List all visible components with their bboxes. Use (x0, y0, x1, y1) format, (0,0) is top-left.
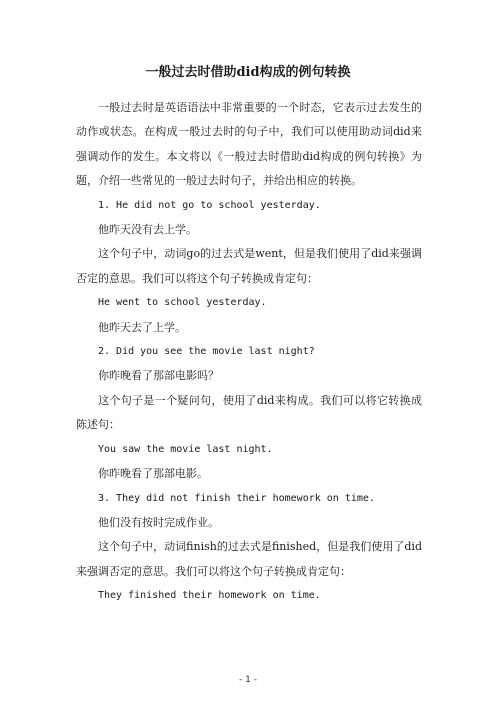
explanation-3: 这个句子中，动词finish的过去式是finished，但是我们使用了did来强调否定的意思。我们可以将这个句子转换成肯定句： (76, 540, 422, 578)
converted-sentence-2: You saw the movie last night. (98, 443, 273, 455)
converted-translation-1: 他昨天去了上学。 (98, 320, 186, 334)
explanation-2: 这个句子是一个疑问句，使用了did来构成。我们可以将它转换成陈述句： (76, 393, 422, 432)
page-number: - 1 - (239, 675, 257, 685)
converted-translation-2: 你昨晚看了那部电影。 (98, 467, 208, 481)
example-sentence-1: 1. He did not go to school yesterday. (98, 199, 321, 211)
converted-sentence-3: They finished their homework on time. (98, 590, 321, 602)
translation-3: 他们没有按时完成作业。 (98, 515, 219, 529)
translation-1: 他昨天没有去上学。 (98, 223, 197, 237)
document-body (76, 96, 422, 609)
converted-sentence-1: He went to school yesterday. (98, 297, 267, 309)
translation-2: 你昨晚看了那部电影吗？ (98, 369, 219, 383)
paragraph-intro: 一般过去时是英语语法中非常重要的一个时态，它表示过去发生的动作或状态。在构成一般过去时的句子中，我们可以使用助动词did来强调动作的发生。本文将以《一般过去时借助did构成的例句转换》为题，介绍一些常见的一般过去时句子，并给出相应的转换。 (76, 101, 422, 188)
document-title: 一般过去时借助did构成的例句转换 (145, 65, 351, 80)
explanation-1: 这个句子中，动词go的过去式是went，但是我们使用了did来强调否定的意思。我们可以将这个句子转换成肯定句： (76, 247, 422, 285)
example-sentence-3: 3. They did not finish their homework on time. (98, 492, 375, 504)
example-sentence-2: 2. Did you see the movie last night? (98, 346, 315, 358)
